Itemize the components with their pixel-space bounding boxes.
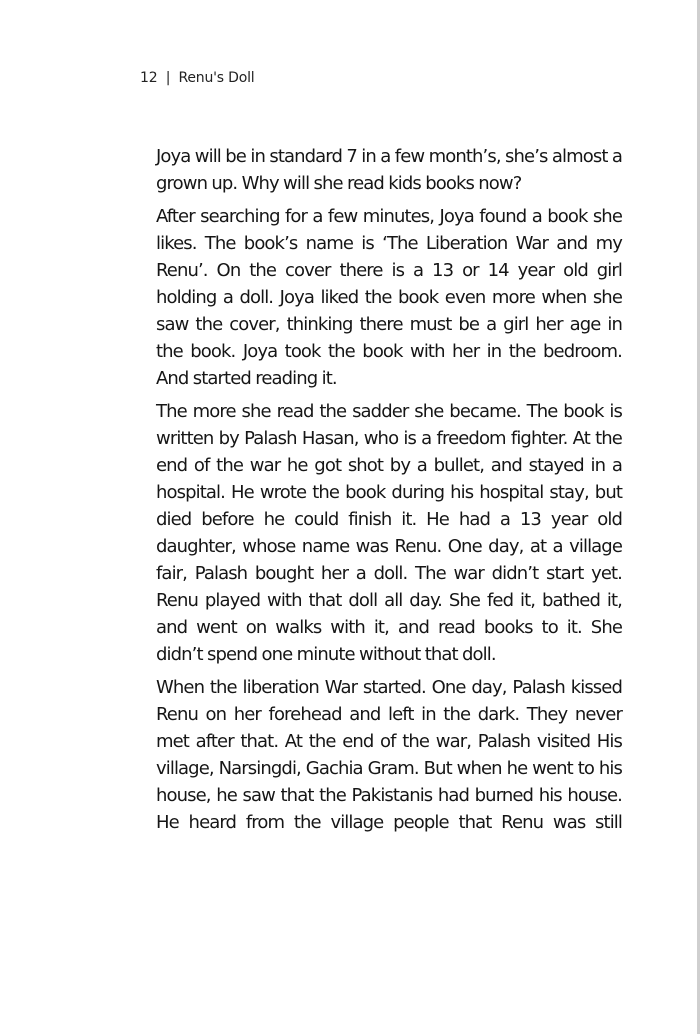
page-number: 12 xyxy=(140,70,158,86)
header-separator: | xyxy=(165,70,171,86)
paragraph-1: Joya will be in standard 7 in a few month’s, she’s almost a grown up. Why will she read kids books now? xyxy=(156,146,622,194)
paragraph-4: When the liberation War started. One day, Palash kissed Renu on her forehead and left in the dark. They never met after that. At the end of the war, Palash visited His village, Narsingdi, Gachia Gram. But when he went to his house, he saw that the Pakistanis had burned his house. He heard from the village people that Renu was still xyxy=(156,677,622,833)
paragraph-2: After searching for a few minutes, Joya found a book she likes. The book’s name is ‘The Liberation War and my Renu’. On the cover there is a 13 or 14 year old girl holding a doll. Joya liked the book even more when she saw the cover, thinking there must be a girl her age in the book. Joya took the book with her in the bedroom. And started reading it. xyxy=(156,206,622,389)
body-text xyxy=(156,143,622,842)
paragraph-3: The more she read the sadder she became. The book is written by Palash Hasan, who is a freedom fighter. At the end of the war he got shot by a bullet, and stayed in a hospital. He wrote the book during his hospital stay, but died before he could finish it. He had a 13 year old daughter, whose name was Renu. One day, at a village fair, Palash bought her a doll. The war didn’t start yet. Renu played with that doll all day. She fed it, bathed it, and went on walks with it, and read books to it. She didn’t spend one minute without that doll. xyxy=(156,401,622,665)
running-head xyxy=(140,70,254,86)
book-title: Renu's Doll xyxy=(178,70,255,86)
